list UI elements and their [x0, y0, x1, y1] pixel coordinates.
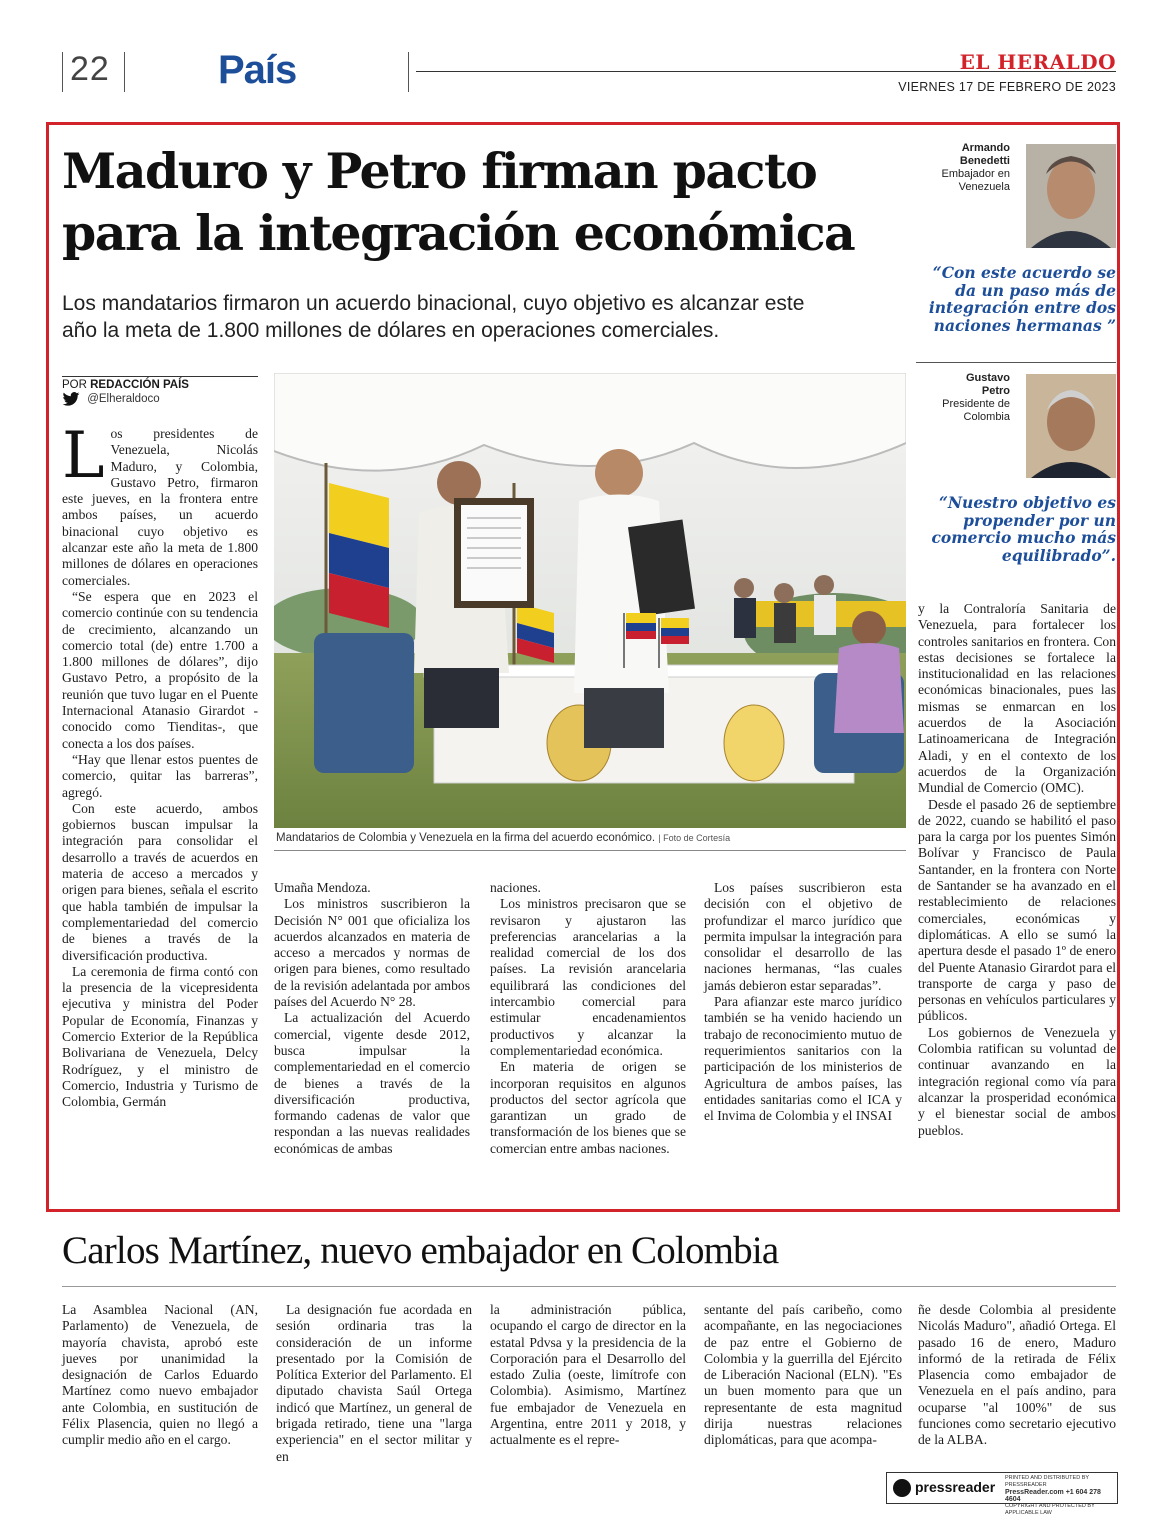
byline	[62, 376, 258, 391]
paragraph: Para afianzar este marco jurídico también se ha venido haciendo un trabajo de reconocimiento mutuo de requerimientos sanitarios con la participación de los ministerios de Agricultura de ambos países, las entidades sanitarias como el ICA y el Invima de Colombia y el INSAI	[704, 994, 902, 1124]
article-column-1	[62, 419, 258, 1110]
photo-caption	[276, 832, 906, 844]
deck-line: año la meta de 1.800 millones de dólares en operaciones comerciales.	[62, 319, 720, 342]
headline-line: para la integración económica	[62, 204, 855, 262]
paragraph: Los ministros suscribieron la Decisión N° 001 que oficializa los acuerdos alcanzados en materia de acceso a mercados y normas de origen para bienes, como resultado de la revisión adelantada por ambos países del Acuerdo N° 28.	[274, 896, 470, 1010]
pressreader-logo: pressreader	[915, 1479, 996, 1495]
source-role: Venezuela	[958, 181, 1010, 193]
caption-rule	[274, 850, 906, 851]
paragraph: y la Contraloría Sanitaria de Venezuela, para fortalecer los controles sanitarios en frontera. Con estas decisiones se fortalece la institucionalidad en las relaciones económicas binacionales, pues las mismas se enmarcan en los acuerdos de la Asociación Latinoamericana de Integración Aladi, y en el contexto de los acuerdos de la Organización Mundial de Comercio (OMC).	[918, 601, 1116, 796]
source-role: Embajador en	[941, 168, 1010, 180]
quote-source	[900, 142, 1010, 194]
pressreader-icon	[893, 1479, 911, 1497]
paragraph: Desde el pasado 26 de septiembre de 2022, cuando se habilitó el paso para la carga por los puentes Simón Bolívar y Francisco de Paula Santander, en la frontera con Norte de Santander se ha avanzado en el restablecimiento de relaciones comerciales, económicas y diplomáticas. A ello se sumó la apertura desde el pasado 1º de enero del Puente Atanasio Girardot para el transporte de carga y paso de personas en vehículos particulares y públicos.	[918, 796, 1116, 1024]
paragraph: La actualización del Acuerdo comercial, vigente desde 2012, busca impulsar la complementariedad en el comercio de bienes a través de la diversificación productiva, formando cadenas de valor que respondan a las nuevas realidades económicas de ambas	[274, 1010, 470, 1156]
notice-line: COPYRIGHT AND PROTECTED BY APPLICABLE LAW	[1005, 1503, 1095, 1516]
source-role: Presidente de	[942, 398, 1010, 410]
issue-date: VIERNES 17 DE FEBRERO DE 2023	[898, 80, 1116, 94]
portrait-benedetti	[1026, 144, 1116, 248]
main-headline	[62, 140, 892, 264]
drop-cap: L	[62, 419, 105, 493]
source-name: Armando	[961, 142, 1010, 154]
source-role: Colombia	[963, 411, 1010, 423]
article-column-3	[490, 880, 686, 1157]
section-rule	[62, 1286, 1116, 1287]
notice-line: PressReader.com +1 604 278 4604	[1005, 1489, 1101, 1503]
source-name: Petro	[981, 385, 1010, 397]
header-divider	[408, 52, 409, 92]
second-column-2	[276, 1302, 472, 1465]
paragraph: Con este acuerdo, ambos gobiernos buscan impulsar la integración para consolidar el desarrollo a través de acuerdos en materia de acceso a mercados y origen para bienes, señala el escrito que habla también de impulsar la complementariedad del comercio de bienes a través de la diversificación productiva.	[62, 800, 258, 963]
deck-line: Los mandatarios firmaron un acuerdo binacional, cuyo objetivo es alcanzar este	[62, 292, 805, 315]
caption-text: Mandatarios de Colombia y Venezuela en la firma del acuerdo económico.	[276, 832, 656, 844]
source-name: Benedetti	[959, 155, 1010, 167]
paragraph: “Se espera que en 2023 el comercio continúe con su tendencia de crecimiento, alcanzando un comercio total (de) entre 1.700 a 1.800 millones de dólares”, dijo Gustavo Petro, a propósito de la reunión que tuvo lugar en el Puente Internacional Atanasio Girardot -conocido como Tienditas-, que conecta a los dos países.	[62, 588, 258, 751]
pressreader-notice	[1005, 1475, 1115, 1517]
photo-credit: | Foto de Cortesía	[658, 833, 731, 843]
second-column-1	[62, 1302, 258, 1449]
twitter-handle	[62, 392, 160, 406]
pull-quote: “Nuestro objetivo es propender por un comercio mucho más equilibrado”.	[931, 493, 1116, 565]
second-column-4	[704, 1302, 902, 1449]
pull-quote: “Con este acuerdo se da un paso más de integración entre dos naciones hermanas ”	[928, 263, 1116, 335]
paragraph: Los ministros precisaron que se revisaron y ajustaron las preferencias arancelarias a la realidad comercial de los dos países. La revisión arancelaria equilibrará las condiciones del intercambio comercial para estimular encadenamientos productivos y alcanzar la complementariedad económica.	[490, 896, 686, 1058]
paragraph: Los gobiernos de Venezuela y Colombia ratifican su voluntad de continuar avanzando en la integración regional como vía para alcanzar la prosperidad económica y el bienestar social de ambos pueblos.	[918, 1024, 1116, 1138]
headline-line: Maduro y Petro firman pacto	[62, 142, 817, 200]
notice-line: PRINTED AND DISTRIBUTED BY PRESSREADER	[1005, 1475, 1089, 1488]
paragraph: la administración pública, ocupando el cargo de director en la estatal Pdvsa y la presidencia de la Corporación para el Desarrollo del estado Zulia (oeste, limítrofe con Colombia). Asimismo, Martínez fue embajador de Venezuela en Argentina, entre 2011 y 2018, y actualmente es el repre-	[490, 1302, 686, 1448]
deck	[62, 290, 892, 344]
quote-source	[900, 372, 1010, 424]
paragraph: “Hay que llenar estos puentes de comercio, quitar las barreras”, agregó.	[62, 751, 258, 800]
article-column-2	[274, 880, 470, 1157]
byline-prefix: POR	[62, 379, 87, 391]
paragraph: La ceremonia de firma contó con la presencia de la vicepresidenta ejecutiva y ministra del Poder Popular de Economía, Finanzas y Comercio Exterior de la República Bolivariana de Venezuela, Delcy Rodríguez, y el ministro de Comercio, Industria y Turismo de Colombia, Germán	[62, 963, 258, 1110]
header-divider	[124, 52, 125, 92]
second-column-3	[490, 1302, 686, 1449]
source-name: Gustavo	[965, 372, 1010, 384]
page-number: 22	[70, 50, 110, 88]
byline-author: REDACCIÓN PAÍS	[90, 379, 189, 391]
section-title: País	[218, 48, 297, 92]
paragraph: ñe desde Colombia al presidente Nicolás Maduro", añadió Ortega. El pasado 16 de enero, Maduro informó de la retirada de Félix Plasencia como embajador de Venezuela en el país andino, para ocuparse "al 100%" de sus funciones como secretario ejecutivo de la ALBA.	[918, 1302, 1116, 1448]
twitter-icon	[62, 392, 80, 406]
signing-ceremony-photo	[274, 373, 906, 828]
paragraph: Los países suscribieron esta decisión con el objetivo de profundizar el marco jurídico que permita impulsar la integración para consolidar el desarrollo de las naciones hermanas, “las cuales jamás debieron estar separadas”.	[704, 880, 902, 993]
paragraph: La designación fue acordada en sesión ordinaria tras la consideración de un informe presentado por la Comisión de Política Exterior del Parlamento. El diputado chavista Saúl Ortega indicó que Martínez, un general de brigada retirado, tiene una "larga experiencia" en el sector militar y en	[276, 1302, 472, 1464]
paragraph: En materia de origen se incorporan requisitos en algunos productos del sector agrícola que garantizan un grado de transformación de los bienes que se comercian entre ambas naciones.	[490, 1059, 686, 1156]
twitter-handle-text: @Elheraldoco	[87, 393, 160, 406]
header-divider	[62, 52, 63, 92]
pressreader-badge	[886, 1472, 1118, 1516]
paragraph: sentante del país caribeño, como acompañante, en las negociaciones de paz entre el Gobierno de Colombia y la guerrilla del Ejército de Liberación Nacional (ELN). "Es un buen momento para que un representante de esta magnitud dirija nuestras relaciones diplomáticas, para que acompa-	[704, 1302, 902, 1448]
second-headline: Carlos Martínez, nuevo embajador en Colombia	[62, 1229, 779, 1272]
brand-logo: EL HERALDO	[959, 50, 1116, 74]
quote-rule	[916, 362, 1116, 363]
paragraph: Umaña Mendoza.	[274, 880, 371, 895]
main-photo	[274, 373, 906, 828]
paragraph: La Asamblea Nacional (AN, Parlamento) de Venezuela, de mayoría chavista, aprobó este jueves por unanimidad la designación de Carlos Eduardo Martínez como nuevo embajador ante Colombia, en sustitución de Félix Plasencia, quien no llegó a cumplir medio año en el cargo.	[62, 1302, 258, 1448]
portrait-petro	[1026, 374, 1116, 478]
article-column-5	[918, 601, 1116, 1139]
article-column-4	[704, 880, 902, 1124]
paragraph: naciones.	[490, 880, 541, 895]
paragraph: os presidentes de Venezuela, Nicolás Maduro, y Colombia, Gustavo Petro, firmaron este jueves, en la frontera entre ambos países, un acuerdo binacional cuyo objetivo es alcanzar este año la meta de 1.800 millones de dólares en operaciones comerciales.	[62, 426, 258, 588]
second-column-5	[918, 1302, 1116, 1449]
